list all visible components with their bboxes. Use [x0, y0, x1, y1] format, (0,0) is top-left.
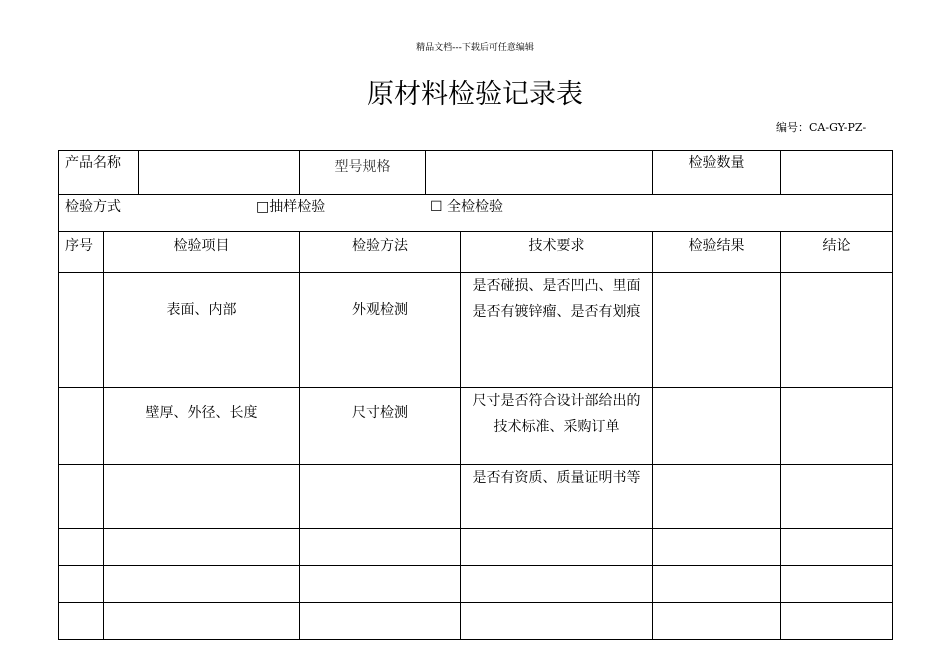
row-requirement-cell: 是否碰损、是否凹凸、里面是否有镀锌瘤、是否有划痕 [461, 273, 653, 388]
row-conclusion-cell[interactable] [781, 603, 893, 640]
inspection-method-cell [59, 195, 893, 232]
row-result-cell[interactable] [653, 465, 781, 529]
product-name-label: 产品名称 [59, 151, 139, 195]
row-index-cell[interactable] [59, 388, 104, 465]
row-requirement-cell[interactable] [461, 566, 653, 603]
product-info-row [59, 151, 893, 195]
header-note: 精品文档---下载后可任意编辑 [416, 43, 534, 53]
row-result-cell[interactable] [653, 388, 781, 465]
row-item-cell[interactable] [104, 603, 300, 640]
col-header-result: 检验结果 [653, 232, 781, 273]
inspection-qty-label: 检验数量 [653, 151, 781, 195]
row-requirement-cell: 是否有资质、质量证明书等 [461, 465, 653, 529]
table-row [59, 465, 893, 529]
row-result-cell[interactable] [653, 566, 781, 603]
row-result-cell[interactable] [653, 529, 781, 566]
row-method-cell: 尺寸检测 [300, 388, 461, 465]
row-method-cell[interactable] [300, 465, 461, 529]
inspection-record-table [58, 150, 893, 640]
inspection-method-label: 检验方式 [65, 199, 121, 215]
row-item-cell[interactable] [104, 529, 300, 566]
full-inspection-checkbox[interactable]: ☐ 全检检验 [430, 199, 504, 215]
row-method-cell: 外观检测 [300, 273, 461, 388]
row-requirement-cell[interactable] [461, 529, 653, 566]
document-number: 编号：CA-GY-PZ- [776, 121, 867, 134]
row-method-cell[interactable] [300, 566, 461, 603]
row-method-cell[interactable] [300, 529, 461, 566]
column-header-row [59, 232, 893, 273]
row-conclusion-cell[interactable] [781, 388, 893, 465]
row-index-cell[interactable] [59, 273, 104, 388]
col-header-index: 序号 [59, 232, 104, 273]
row-index-cell[interactable] [59, 566, 104, 603]
row-item-cell: 壁厚、外径、长度 [104, 388, 300, 465]
sampling-checkbox[interactable]: □抽样检验 [256, 199, 326, 215]
row-conclusion-cell[interactable] [781, 529, 893, 566]
row-index-cell[interactable] [59, 465, 104, 529]
col-header-method: 检验方法 [300, 232, 461, 273]
row-result-cell[interactable] [653, 603, 781, 640]
table-row [59, 566, 893, 603]
col-header-requirement: 技术要求 [461, 232, 653, 273]
page-title: 原材料检验记录表 [367, 79, 583, 110]
row-requirement-cell: 尺寸是否符合设计部给出的技术标准、采购订单 [461, 388, 653, 465]
col-header-conclusion: 结论 [781, 232, 893, 273]
model-spec-field[interactable] [426, 151, 653, 195]
inspection-method-row [59, 195, 893, 232]
row-requirement-cell[interactable] [461, 603, 653, 640]
table-row [59, 603, 893, 640]
row-conclusion-cell[interactable] [781, 273, 893, 388]
model-spec-label: 型号规格 [300, 151, 426, 195]
row-item-cell[interactable] [104, 465, 300, 529]
product-name-field[interactable] [139, 151, 300, 195]
row-item-cell[interactable] [104, 566, 300, 603]
col-header-item: 检验项目 [104, 232, 300, 273]
table-row [59, 388, 893, 465]
inspection-qty-field[interactable] [781, 151, 893, 195]
row-result-cell[interactable] [653, 273, 781, 388]
row-conclusion-cell[interactable] [781, 566, 893, 603]
row-index-cell[interactable] [59, 529, 104, 566]
row-method-cell[interactable] [300, 603, 461, 640]
table-row [59, 273, 893, 388]
row-conclusion-cell[interactable] [781, 465, 893, 529]
row-item-cell: 表面、内部 [104, 273, 300, 388]
table-row [59, 529, 893, 566]
row-index-cell[interactable] [59, 603, 104, 640]
